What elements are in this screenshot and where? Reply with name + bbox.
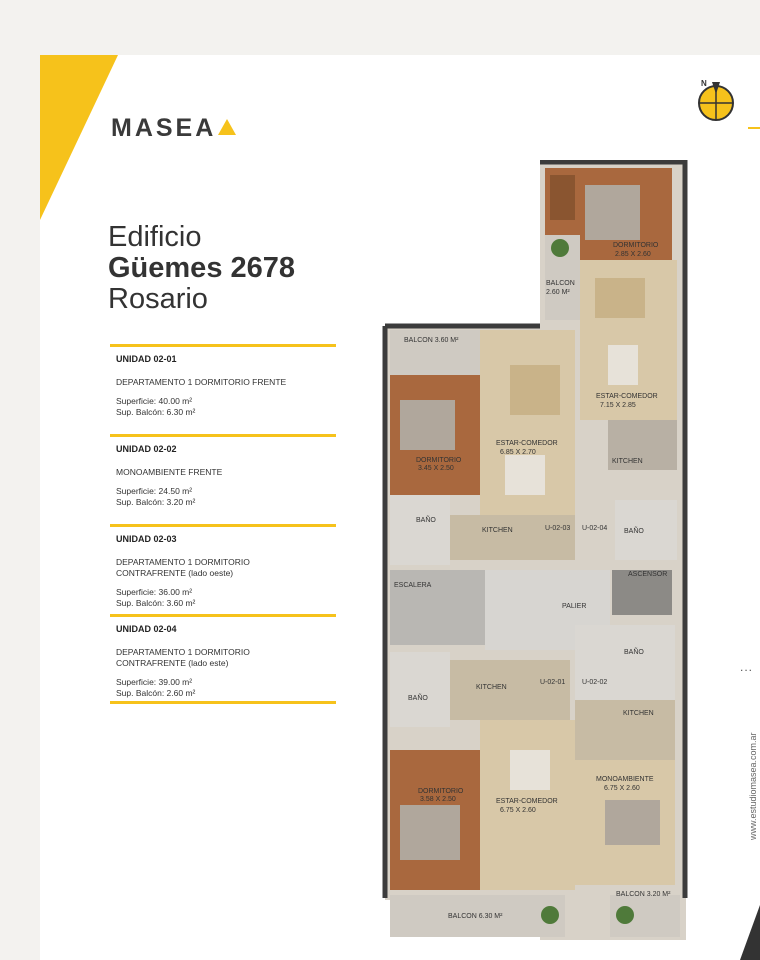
label-door-u01: U-02-01 (540, 679, 566, 686)
label-dormitorio-tl-size: 3.45 X 2.50 (418, 465, 454, 472)
unit-surface: Superficie: 40.00 m² Sup. Balcón: 6.30 m² (116, 396, 196, 417)
bed-icon (400, 805, 460, 860)
title-line-1: Edificio (108, 221, 202, 253)
label-estar-tl: ESTAR-COMEDOR (496, 440, 558, 447)
bed-icon (585, 185, 640, 240)
unit-code: UNIDAD 02-01 (116, 354, 177, 364)
label-mono-br: MONOAMBIENTE (596, 776, 654, 783)
label-balcon-top-right-size: 2.60 M² (546, 289, 570, 296)
units-list (110, 344, 336, 704)
label-kitchen-br: KITCHEN (623, 710, 654, 717)
label-kitchen-tr: KITCHEN (612, 458, 643, 465)
bano-bottom-left (390, 652, 450, 727)
label-dormitorio-bl: DORMITORIO (418, 788, 464, 795)
label-balcon-bottom-left: BALCON 6.30 M² (448, 913, 503, 920)
label-balcon-top-right: BALCON (546, 280, 575, 287)
label-estar-tl-size: 6.85 X 2.70 (500, 449, 536, 456)
unit-02-01 (110, 344, 336, 434)
plant-icon (616, 906, 634, 924)
bed-icon (400, 400, 455, 450)
unit-02-02 (110, 434, 336, 524)
unit-surface: Superficie: 36.00 m² Sup. Balcón: 3.60 m² (116, 587, 196, 608)
floor-plan (380, 160, 690, 940)
label-dormitorio-top: DORMITORIO (613, 242, 659, 249)
bano-top-left (390, 495, 450, 565)
label-estar-bl-size: 6.75 X 2.60 (500, 807, 536, 814)
website-url: www.estudiomasea.com.ar (748, 732, 758, 840)
label-estar-bl: ESTAR-COMEDOR (496, 798, 558, 805)
bed-icon (605, 800, 660, 845)
label-door-u02: U-02-02 (582, 679, 608, 686)
label-estar-top-right-size: 7.15 X 2.85 (600, 402, 636, 409)
label-kitchen-tl: KITCHEN (482, 527, 513, 534)
label-dormitorio-bl-size: 3.58 X 2.50 (420, 796, 456, 803)
label-escalera: ESCALERA (394, 582, 432, 589)
kitchen-bottom-left (450, 660, 570, 720)
unit-surface: Superficie: 39.00 m² Sup. Balcón: 2.60 m² (116, 677, 196, 698)
unit-code: UNIDAD 02-03 (116, 534, 177, 544)
unit-desc: DEPARTAMENTO 1 DORMITORIO FRENTE (116, 377, 287, 387)
label-estar-top-right: ESTAR-COMEDOR (596, 393, 658, 400)
label-kitchen-bl: KITCHEN (476, 684, 507, 691)
unit-surface: Superficie: 24.50 m² Sup. Balcón: 3.20 m² (116, 486, 196, 507)
label-dormitorio-tl: DORMITORIO (416, 457, 462, 464)
corner-accent-triangle (40, 55, 118, 220)
label-bano-bl: BAÑO (408, 695, 428, 702)
unit-02-03 (110, 524, 336, 614)
label-ascensor: ASCENSOR (628, 571, 668, 578)
title-line-3: Rosario (108, 283, 208, 315)
dining-table-icon (510, 750, 550, 790)
kitchen-top-left (450, 515, 575, 560)
label-door-u04: U-02-04 (582, 525, 608, 532)
room-estar-bottom-left (480, 720, 575, 890)
label-dormitorio-top-size: 2.85 X 2.60 (615, 251, 651, 258)
bano-bottom-right (575, 625, 675, 700)
label-bano-br: BAÑO (624, 649, 644, 656)
unit-code: UNIDAD 02-02 (116, 444, 177, 454)
plant-icon (551, 239, 569, 257)
kitchen-bottom-right (575, 700, 675, 760)
unit-desc: DEPARTAMENTO 1 DORMITORIO CONTRAFRENTE (lado oeste) (116, 557, 250, 578)
dining-table-icon (608, 345, 638, 385)
accent-line (748, 127, 760, 129)
compass-north-label: N (701, 79, 707, 88)
unit-02-04 (110, 614, 336, 704)
label-mono-br-size: 6.75 X 2.60 (604, 785, 640, 792)
label-bano-tl: BAÑO (416, 517, 436, 524)
label-balcon-top-left: BALCON 3.60 M² (404, 337, 459, 344)
brand-logo: MASEA (111, 114, 236, 143)
label-door-u03: U-02-03 (545, 525, 571, 532)
plant-icon (541, 906, 559, 924)
unit-desc: MONOAMBIENTE FRENTE (116, 467, 223, 477)
unit-desc: DEPARTAMENTO 1 DORMITORIO CONTRAFRENTE (lado este) (116, 647, 250, 668)
label-balcon-bottom-right: BALCON 3.20 M² (616, 891, 671, 898)
title-line-2: Güemes 2678 (108, 252, 296, 284)
dining-table-icon (505, 455, 545, 495)
logo-triangle-icon (218, 119, 236, 135)
compass-icon (692, 78, 736, 122)
side-dots: ... (740, 660, 754, 674)
unit-code: UNIDAD 02-04 (116, 624, 177, 634)
corner-dark-triangle (740, 905, 760, 960)
page-title (108, 222, 295, 315)
label-palier: PALIER (562, 603, 587, 610)
label-bano-tr: BAÑO (624, 528, 644, 535)
